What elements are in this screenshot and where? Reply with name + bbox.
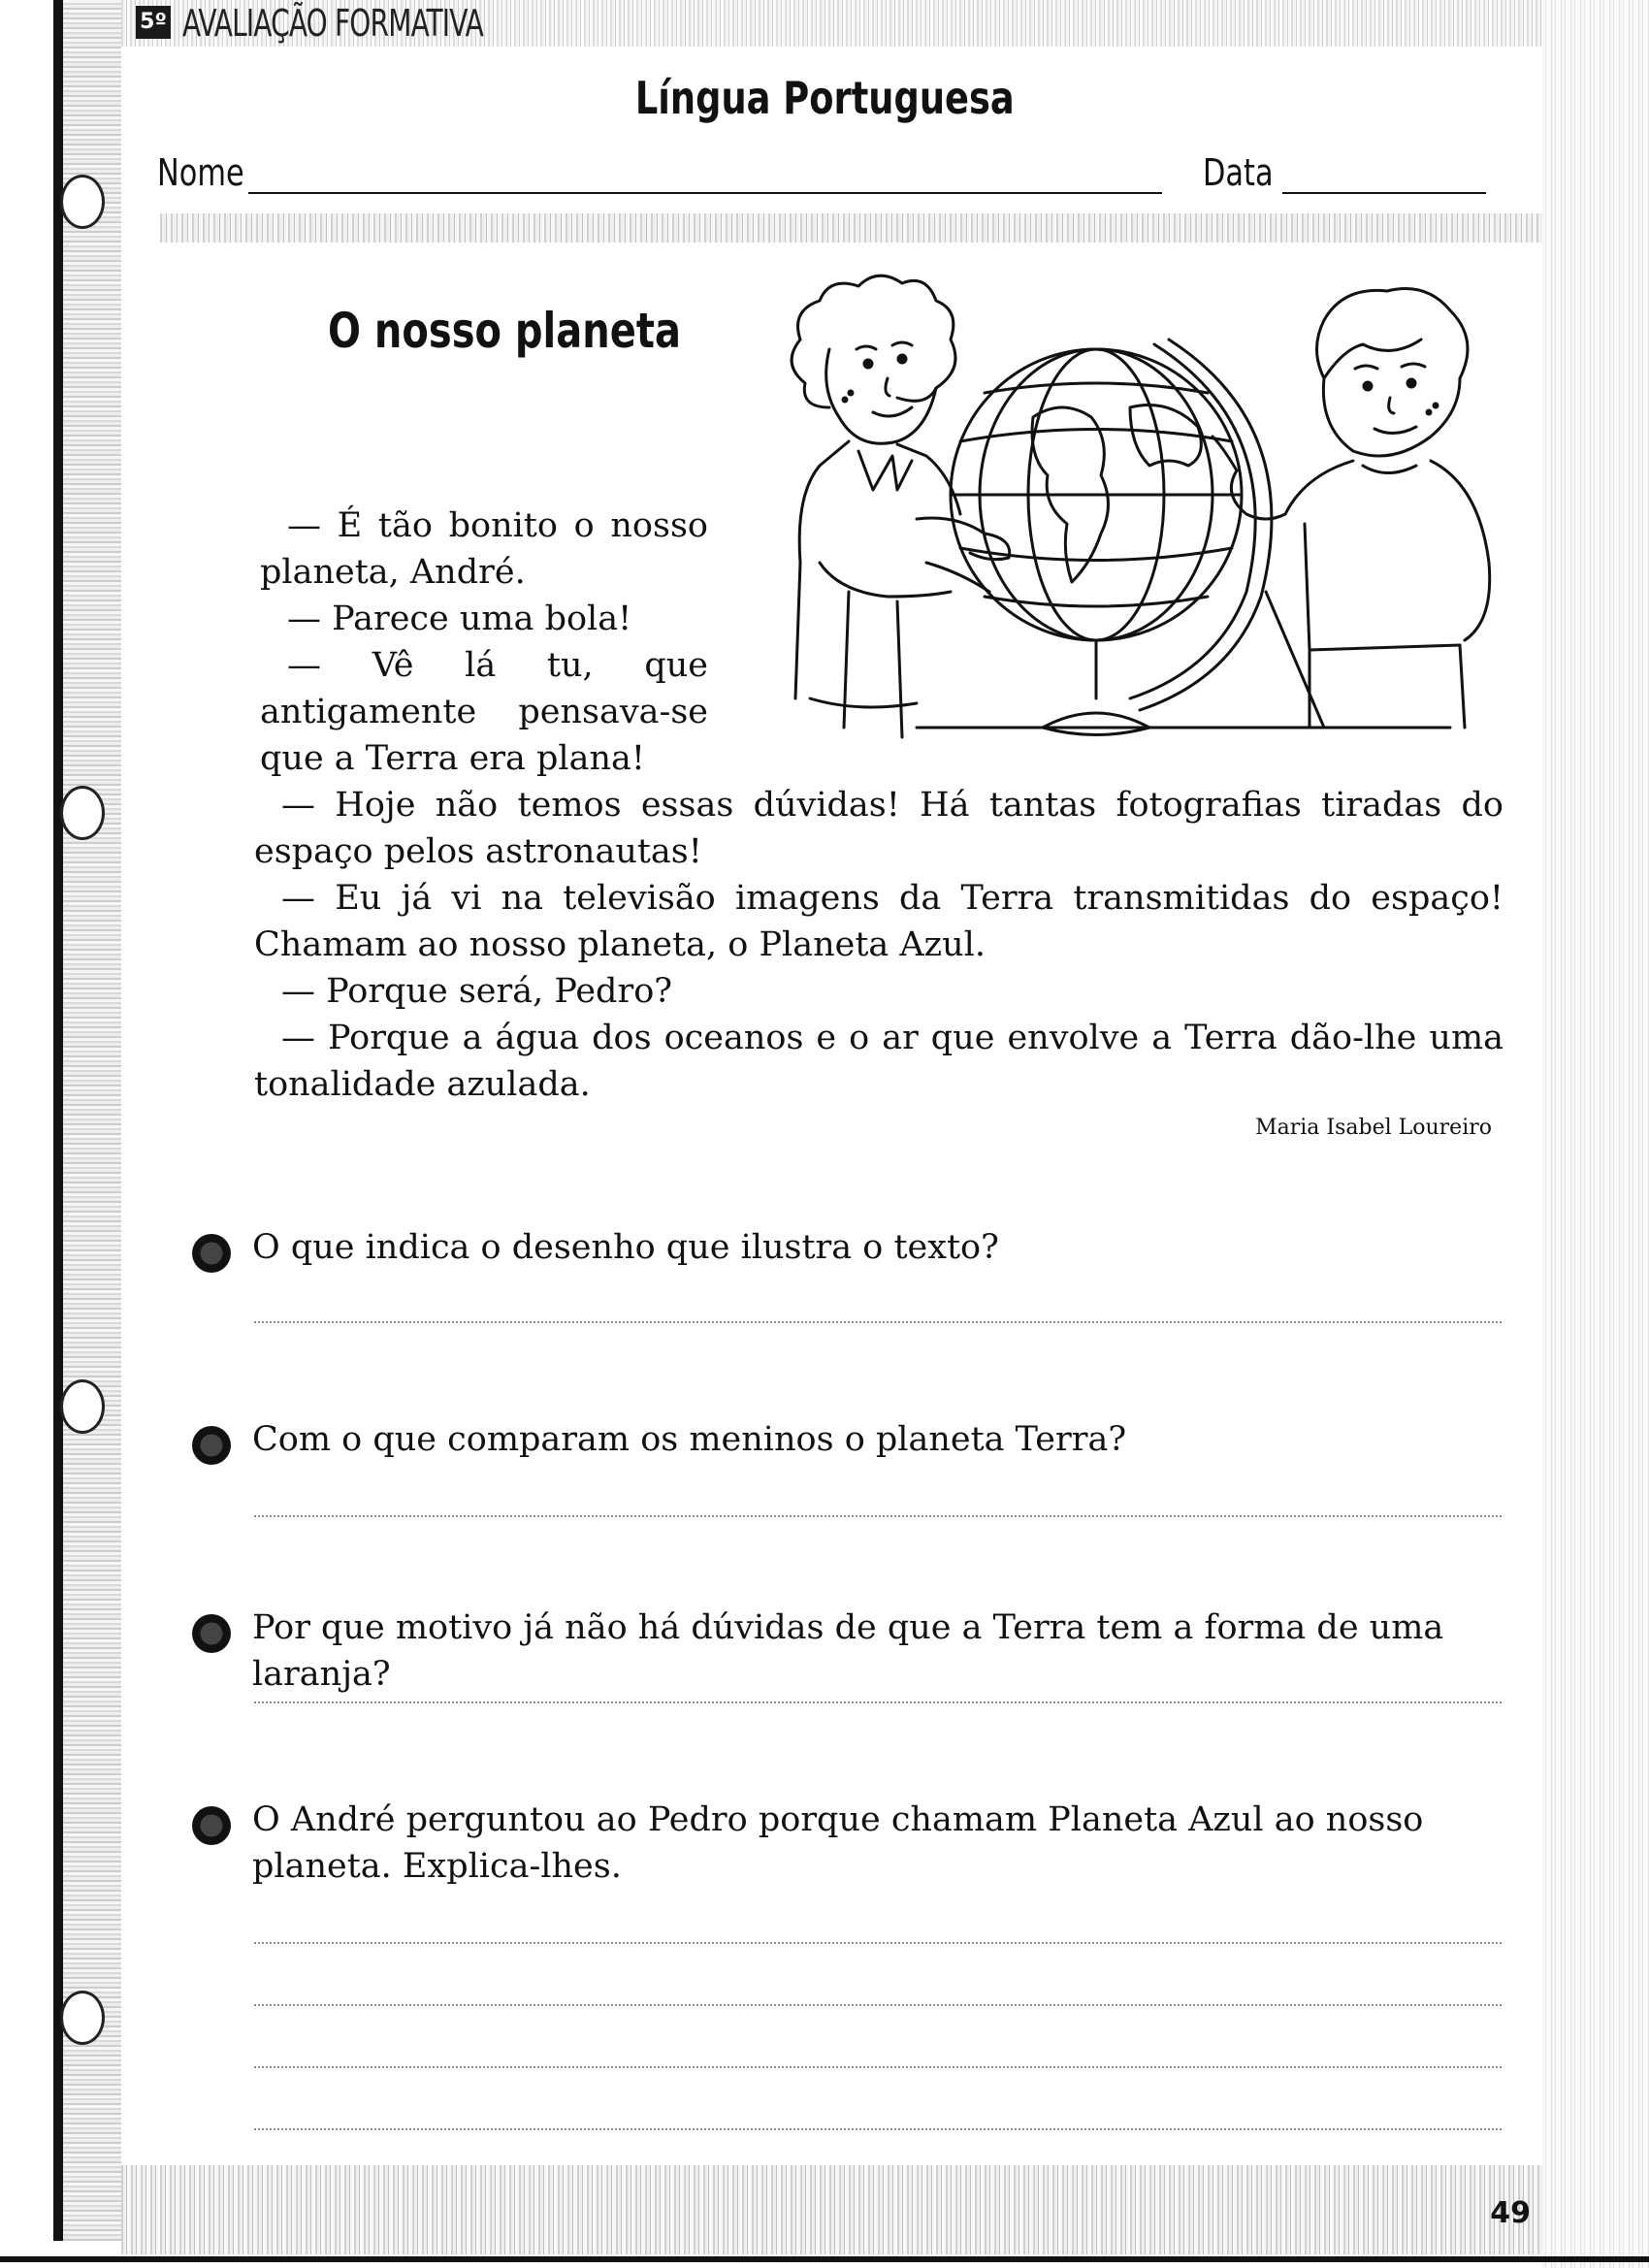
answer-line-1[interactable] (254, 1321, 1502, 1323)
two-boys-with-globe-illustration (781, 272, 1499, 757)
date-field[interactable] (1282, 192, 1486, 194)
answer-line-2[interactable] (254, 1515, 1502, 1517)
question-text: O que indica o desenho que ilustra o texto? (252, 1228, 999, 1267)
binder-hole (60, 1991, 105, 2045)
question-bullet-icon (192, 1614, 231, 1653)
binding-texture (63, 0, 121, 2241)
question-1 (192, 1224, 1511, 1271)
answer-line-3[interactable] (254, 1701, 1502, 1703)
question-bullet-icon (192, 1426, 231, 1465)
story-paragraph: — Porque a água dos oceanos e o ar que envolve a Terra dão-lhe uma tonalidade azulada. (254, 1019, 1504, 1104)
author-credit: Maria Isabel Loureiro (1255, 1116, 1492, 1140)
story-paragraph: — Hoje não temos essas dúvidas! Há tantas fotografias tiradas do espaço pelos astronautas! (254, 786, 1504, 871)
section-label: AVALIAÇÃO FORMATIVA (182, 2, 483, 45)
question-2 (192, 1416, 1511, 1463)
binder-hole (60, 1379, 105, 1434)
question-bullet-icon (192, 1806, 231, 1845)
question-text: O André perguntou ao Pedro porque chamam Planeta Azul ao nosso planeta. Explica-lhes. (252, 1800, 1424, 1886)
story-paragraph: — Parece uma bola! (287, 599, 632, 638)
subject-title: Língua Portuguesa (634, 72, 1015, 124)
story-paragraph: — Vê lá tu, que antigamente pensava-se que a Terra era plana! (260, 646, 708, 778)
name-field[interactable] (248, 192, 1162, 194)
binder-hole (60, 786, 105, 840)
story-title: O nosso planeta (328, 303, 681, 359)
answer-line-6[interactable] (254, 2066, 1502, 2068)
answer-line-7[interactable] (254, 2128, 1502, 2130)
question-text: Por que motivo já não há dúvidas de que a Terra tem a forma de uma laranja? (252, 1608, 1444, 1694)
story-text-wide (254, 782, 1504, 1108)
answer-line-5[interactable] (254, 2004, 1502, 2006)
question-bullet-icon (192, 1234, 231, 1273)
story-paragraph: — Eu já vi na televisão imagens da Terra transmitidas do espaço! Chamam ao nosso planeta, o Planeta Azul. (254, 879, 1504, 964)
answer-line-4[interactable] (254, 1942, 1502, 1944)
binder-hole (60, 175, 105, 229)
question-4 (192, 1797, 1511, 1890)
question-text: Com o que comparam os meninos o planeta Terra? (252, 1420, 1127, 1459)
story-paragraph: — Porque será, Pedro? (281, 972, 673, 1011)
bottom-edge (0, 2256, 1649, 2262)
page-edge-texture (1542, 0, 1649, 2268)
story-text-narrow (260, 502, 708, 782)
page-number: 49 (1490, 2196, 1531, 2230)
header-divider-band (160, 213, 1542, 243)
grade-badge: 5º (136, 6, 171, 39)
story-paragraph: — É tão bonito o nosso planeta, André. (260, 506, 708, 592)
footer-texture (121, 2165, 1542, 2254)
question-3 (192, 1604, 1511, 1698)
binding-edge (53, 0, 63, 2241)
date-label: Data (1203, 151, 1274, 194)
name-label: Nome (157, 151, 244, 194)
